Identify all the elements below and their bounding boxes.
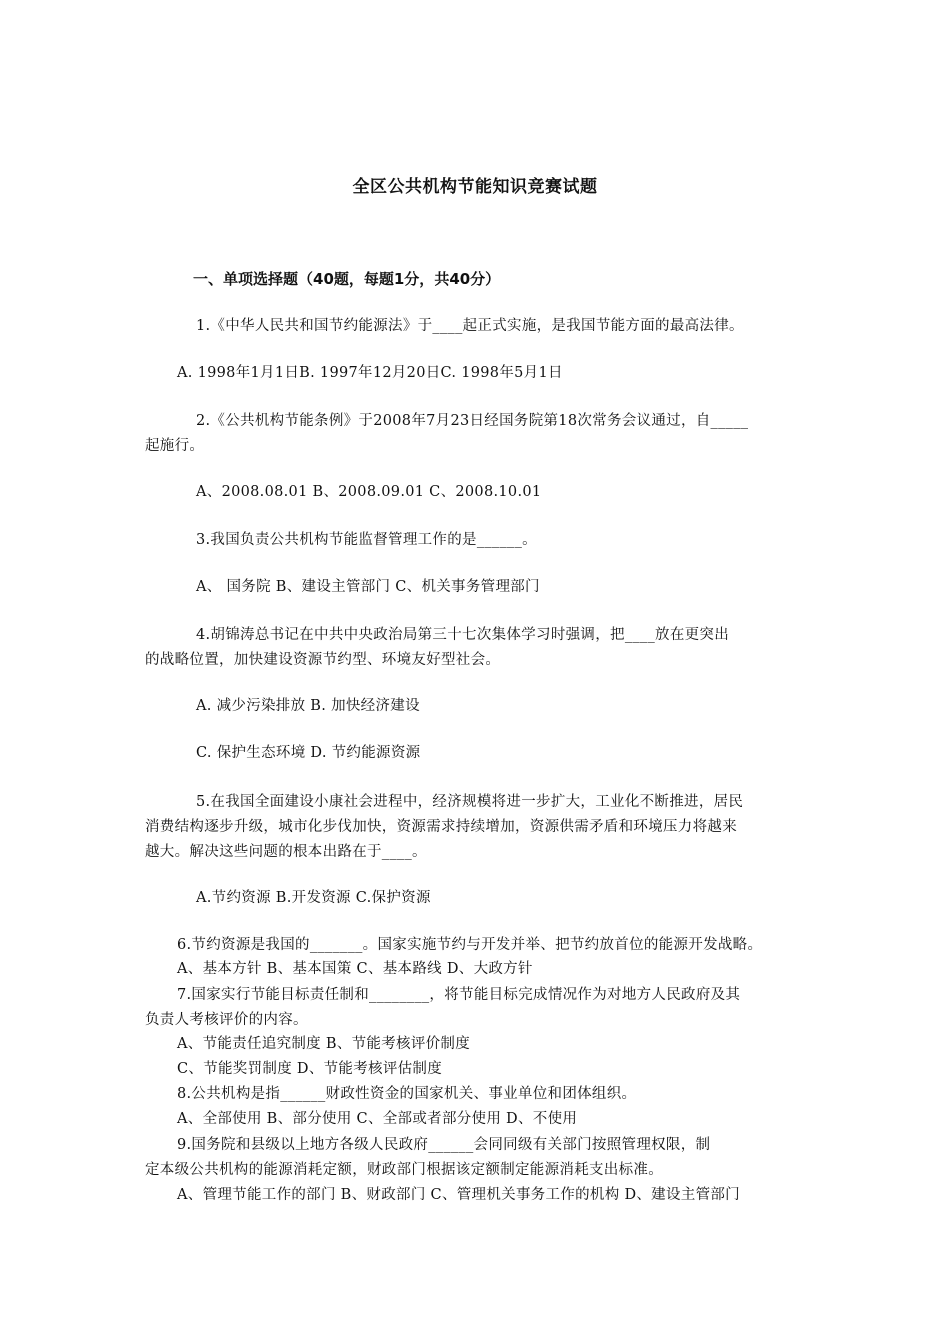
question-2-options: A、2008.08.01 B、2008.09.01 C、2008.10.01	[196, 484, 542, 500]
question-4-options-ab: A. 减少污染排放 B. 加快经济建设	[196, 698, 420, 714]
question-2: 2.《公共机构节能条例》于2008年7月23日经国务院第18次常务会议通过，自_____	[196, 413, 749, 429]
question-5-cont-1: 消费结构逐步升级，城市化步伐加快，资源需求持续增加，资源供需矛盾和环境压力将越来	[145, 819, 737, 835]
question-5-cont-2: 越大。解决这些问题的根本出路在于____。	[145, 844, 427, 860]
question-7-options-ab: A、节能责任追究制度 B、节能考核评价制度	[177, 1036, 471, 1052]
question-4: 4.胡锦涛总书记在中共中央政治局第三十七次集体学习时强调，把____放在更突出	[196, 627, 730, 643]
question-8: 8.公共机构是指______财政性资金的国家机关、事业单位和团体组织。	[177, 1086, 637, 1102]
question-6: 6.节约资源是我国的_______。国家实施节约与开发并举、把节约放首位的能源开发战略。	[177, 937, 763, 953]
question-5-options: A.节约资源 B.开发资源 C.保护资源	[196, 890, 431, 906]
question-3: 3.我国负责公共机构节能监督管理工作的是______。	[196, 532, 537, 548]
question-5: 5.在我国全面建设小康社会进程中，经济规模将进一步扩大，工业化不断推进，居民	[196, 794, 744, 810]
question-7-cont: 负责人考核评价的内容。	[145, 1012, 308, 1028]
question-3-options: A、 国务院 B、建设主管部门 C、机关事务管理部门	[196, 579, 540, 595]
page-title: 全区公共机构节能知识竞赛试题	[352, 177, 598, 197]
question-1: 1.《中华人民共和国节约能源法》于____起正式实施，是我国节能方面的最高法律。	[196, 318, 744, 334]
question-8-options: A、全部使用 B、部分使用 C、全部或者部分使用 D、不使用	[177, 1111, 578, 1127]
question-7-options-cd: C、节能奖罚制度 D、节能考核评估制度	[177, 1061, 443, 1077]
question-4-options-cd: C. 保护生态环境 D. 节约能源资源	[196, 745, 421, 761]
question-9-options: A、管理节能工作的部门 B、财政部门 C、管理机关事务工作的机构 D、建设主管部门	[177, 1187, 740, 1203]
question-6-options: A、基本方针 B、基本国策 C、基本路线 D、大政方针	[177, 961, 533, 977]
section-heading: 一、单项选择题（40题，每题1分，共40分）	[193, 270, 501, 288]
question-9: 9.国务院和县级以上地方各级人民政府______会同同级有关部门按照管理权限，制	[177, 1137, 711, 1153]
question-7: 7.国家实行节能目标责任制和________，将节能目标完成情况作为对地方人民政府及其	[177, 987, 741, 1003]
question-1-options: A. 1998年1月1日B. 1997年12月20日C. 1998年5月1日	[177, 365, 563, 381]
question-9-cont: 定本级公共机构的能源消耗定额，财政部门根据该定额制定能源消耗支出标准。	[145, 1162, 663, 1178]
question-4-cont: 的战略位置，加快建设资源节约型、环境友好型社会。	[145, 652, 501, 668]
question-2-cont: 起施行。	[145, 438, 205, 454]
